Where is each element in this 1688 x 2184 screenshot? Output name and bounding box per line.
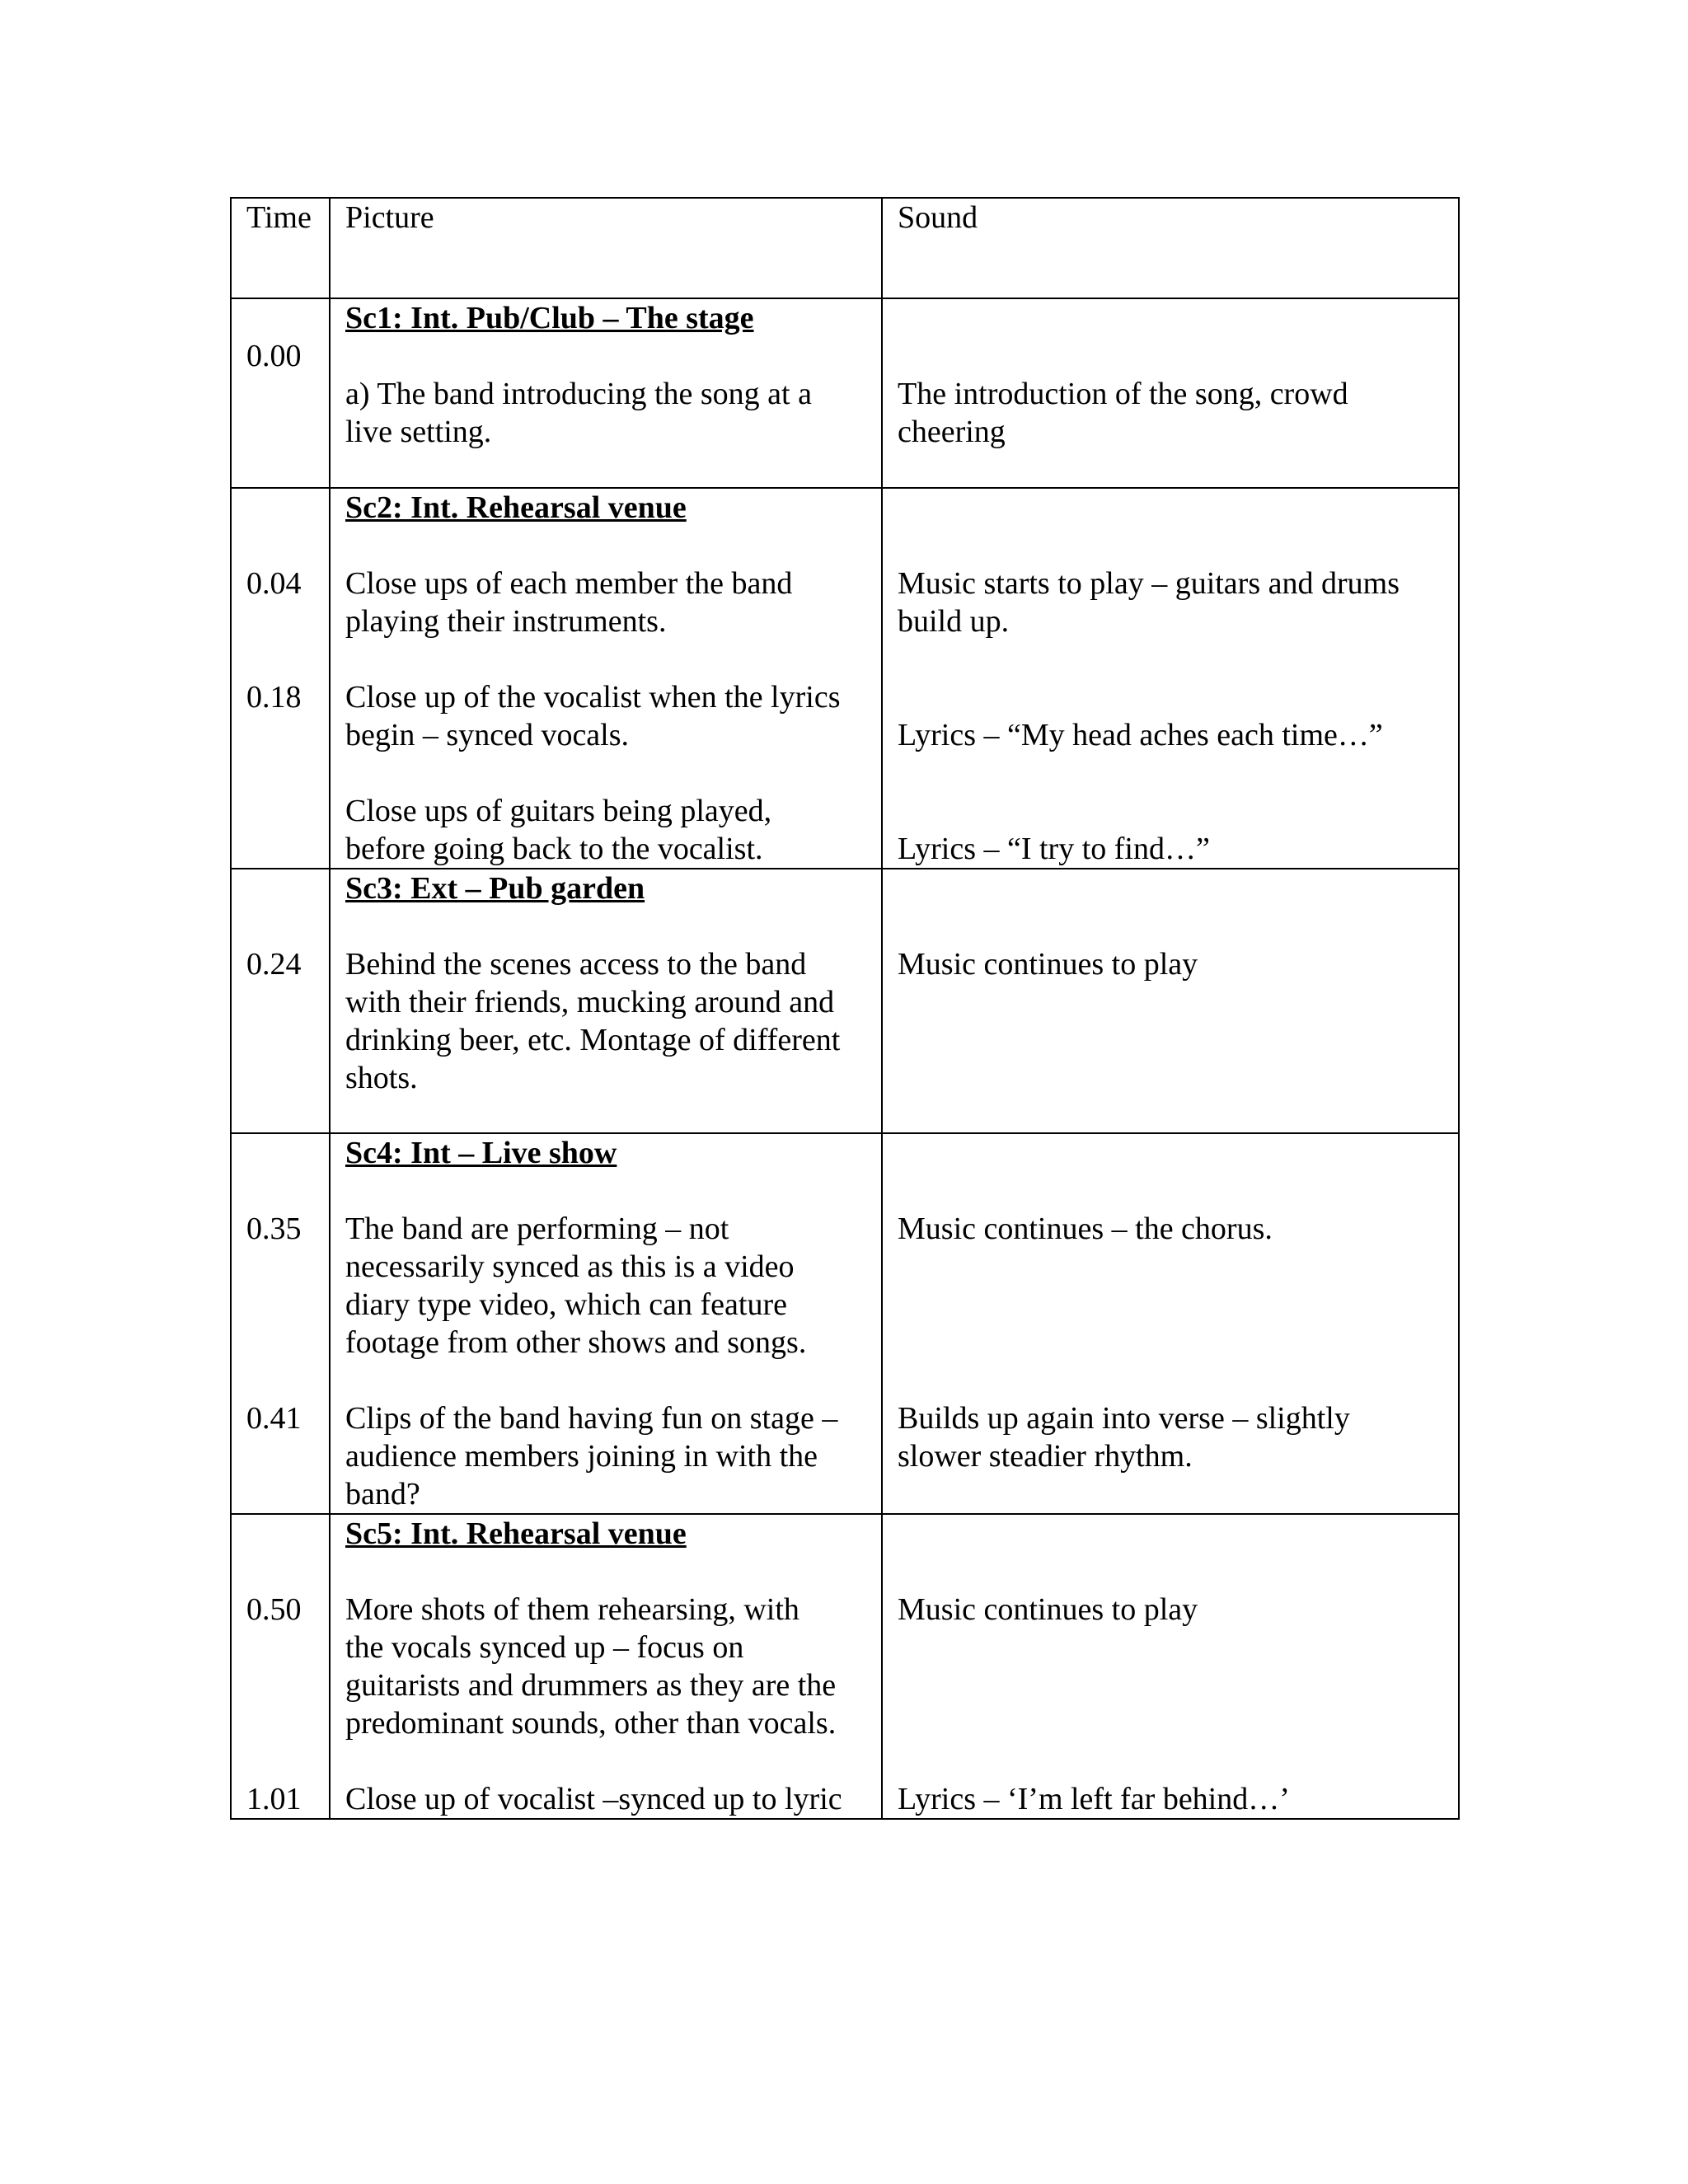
sound-line: Builds up again into verse – slightly: [898, 1401, 1350, 1436]
sound-line: Music continues – the chorus.: [898, 1212, 1273, 1246]
sound-line: build up.: [898, 604, 1010, 639]
picture-line: a) The band introducing the song at a: [345, 377, 812, 411]
scene-4-picture: [330, 1133, 882, 1514]
picture-line: Behind the scenes access to the band: [345, 947, 807, 982]
scene-5-time: [231, 1514, 330, 1819]
scene-title: Sc3: Ext – Pub garden: [345, 871, 645, 906]
scene-3-time: [231, 869, 330, 1133]
picture-line: The band are performing – not: [345, 1212, 729, 1246]
picture-line: diary type video, which can feature: [345, 1287, 787, 1322]
picture-line: before going back to the vocalist.: [345, 832, 763, 866]
picture-line: band?: [345, 1477, 420, 1511]
header-picture: Picture: [330, 198, 882, 298]
scene-1-time: [231, 298, 330, 488]
picture-line: drinking beer, etc. Montage of different: [345, 1023, 841, 1057]
picture-line: Close ups of each member the band: [345, 566, 793, 601]
scene-row-2: [231, 488, 1459, 869]
scene-row-3: [231, 869, 1459, 1133]
picture-line: Close up of the vocalist when the lyrics: [345, 680, 841, 715]
picture-line: begin – synced vocals.: [345, 718, 630, 752]
picture-line: Clips of the band having fun on stage –: [345, 1401, 838, 1436]
timecode: 0.18: [246, 680, 302, 715]
scene-1-picture: [330, 298, 882, 488]
scene-4-sound: [882, 1133, 1459, 1514]
picture-line: footage from other shows and songs.: [345, 1325, 807, 1360]
sound-line: Music starts to play – guitars and drums: [898, 566, 1400, 601]
picture-line: necessarily synced as this is a video: [345, 1249, 795, 1284]
scene-1-sound: [882, 298, 1459, 488]
timecode: 0.00: [246, 339, 302, 373]
scene-row-4: [231, 1133, 1459, 1514]
scene-5-sound: [882, 1514, 1459, 1819]
header-time: Time: [231, 198, 330, 298]
scene-row-5: [231, 1514, 1459, 1819]
picture-line: shots.: [345, 1061, 418, 1095]
timecode: 1.01: [246, 1782, 302, 1816]
picture-line: the vocals synced up – focus on: [345, 1630, 744, 1665]
header-sound: Sound: [882, 198, 1459, 298]
picture-line: predominant sounds, other than vocals.: [345, 1706, 837, 1741]
picture-line: Close ups of guitars being played,: [345, 794, 772, 828]
timecode: 0.35: [246, 1212, 302, 1246]
picture-line: Close up of vocalist –synced up to lyric: [345, 1782, 842, 1816]
scene-title: Sc1: Int. Pub/Club – The stage: [345, 301, 754, 335]
scene-3-picture: [330, 869, 882, 1133]
sound-line: slower steadier rhythm.: [898, 1439, 1193, 1474]
sound-line: Lyrics – “I try to find…”: [898, 832, 1210, 866]
scene-row-1: [231, 298, 1459, 488]
timecode: 0.41: [246, 1401, 302, 1436]
scene-title: Sc2: Int. Rehearsal venue: [345, 490, 687, 525]
sound-line: Lyrics – ‘I’m left far behind…’: [898, 1782, 1290, 1816]
scene-title: Sc5: Int. Rehearsal venue: [345, 1516, 687, 1551]
picture-line: guitarists and drummers as they are the: [345, 1668, 837, 1703]
sound-line: Music continues to play: [898, 947, 1198, 982]
picture-line: live setting.: [345, 415, 492, 449]
scene-2-picture: [330, 488, 882, 869]
picture-line: with their friends, mucking around and: [345, 985, 835, 1019]
scene-3-sound: [882, 869, 1459, 1133]
sound-line: The introduction of the song, crowd: [898, 377, 1348, 411]
header-row: [231, 198, 1459, 298]
scene-2-time: [231, 488, 330, 869]
scene-5-picture: [330, 1514, 882, 1819]
scene-4-time: [231, 1133, 330, 1514]
picture-line: playing their instruments.: [345, 604, 667, 639]
sound-line: cheering: [898, 415, 1006, 449]
timecode: 0.24: [246, 947, 302, 982]
picture-line: audience members joining in with the: [345, 1439, 818, 1474]
storyboard-table: [230, 197, 1460, 1820]
timecode: 0.50: [246, 1592, 302, 1627]
sound-line: Music continues to play: [898, 1592, 1198, 1627]
scene-title: Sc4: Int – Live show: [345, 1136, 617, 1170]
timecode: 0.04: [246, 566, 302, 601]
sound-line: Lyrics – “My head aches each time…”: [898, 718, 1383, 752]
picture-line: More shots of them rehearsing, with: [345, 1592, 799, 1627]
scene-2-sound: [882, 488, 1459, 869]
